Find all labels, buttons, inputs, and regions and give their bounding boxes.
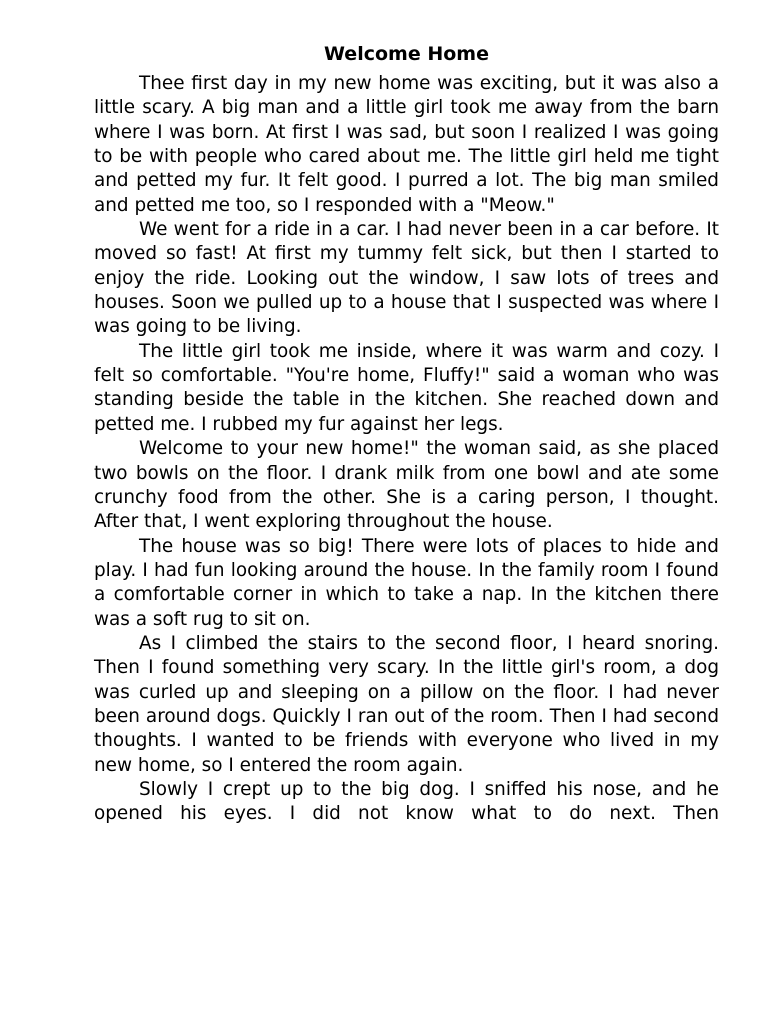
paragraph: Thee first day in my new home was exciting, but it was also a little scary. A big man and a little girl took me away from the barn where I was born. At first I was sad, but soon I realized I was going to be with people who cared about me. The little girl held me tight and petted my fur. It felt good. I purred a lot. The big man smiled and petted me too, so I responded with a "Meow.": [94, 73, 719, 216]
paragraph: As I climbed the stairs to the second floor, I heard snoring. Then I found something very scary. In the little girl's room, a dog was curled up and sleeping on a pillow on the floor. I had never been around dogs. Quickly I ran out of the room. Then I had second thoughts. I wanted to be friends with everyone who lived in my new home, so I entered the room again.: [94, 632, 719, 776]
paragraph: The house was so big! There were lots of places to hide and play. I had fun looking around the house. In the family room I found a comfortable corner in which to take a nap. In the kitchen there was a soft rug to sit on.: [94, 535, 719, 630]
paragraph: The little girl took me inside, where it was warm and cozy. I felt so comfortable. "You're home, Fluffy!" said a woman who was standing beside the table in the kitchen. She reached down and petted me. I rubbed my fur against her legs.: [94, 340, 719, 435]
paragraph: Welcome to your new home!" the woman said, as she placed two bowls on the floor. I drank milk from one bowl and ate some crunchy food from the other. She is a caring person, I thought. After that, I went exploring throughout the house.: [94, 438, 719, 533]
document-page: [94, 40, 719, 827]
paragraph-truncated: Slowly I crept up to the big dog. I sniffed his nose, and he opened his eyes. I did not know what to do next. Then: [94, 778, 719, 825]
paragraph: We went for a ride in a car. I had never been in a car before. It moved so fast! At first my tummy felt sick, but then I started to enjoy the ride. Looking out the window, I saw lots of trees and houses. Soon we pulled up to a house that I suspected was where I was going to be living.: [94, 219, 719, 338]
document-title: Welcome Home: [324, 43, 489, 65]
